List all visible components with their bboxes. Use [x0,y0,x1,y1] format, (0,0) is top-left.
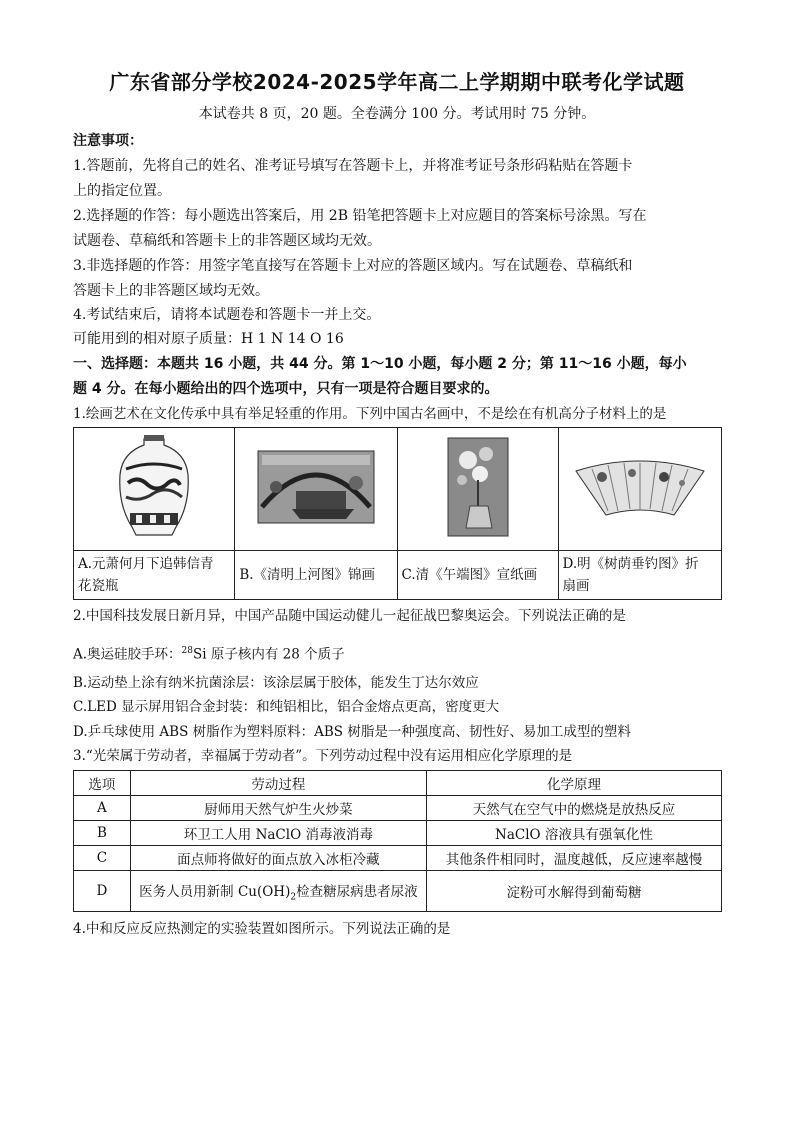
question-3-stem: 3.“光荣属于劳动者，幸福属于劳动者”。下列劳动过程中没有运用相应化学原理的是 [73,748,573,764]
header-option: 选项 [74,771,131,796]
question-1-stem: 1.绘画艺术在文化传承中具有举足轻重的作用。下列中国古名画中，不是绘在有机高分子材料上的是 [73,406,667,422]
vase-image [114,433,194,541]
exam-info: 本试卷共 8 页，20 题。全卷满分 100 分。考试用时 75 分钟。 [198,106,596,122]
question-3-table [73,770,722,912]
row-d-process: 医务人员用新制 $Cu(OH)_2$检查糖尿病患者尿液 [130,871,426,912]
question-4-stem: 4.中和反应反应热测定的实验装置如图所示。下列说法正确的是 [73,921,451,937]
scroll-painting-image [256,447,376,527]
table-row: A 厨师用天然气炉生火炒菜 天然气在空气中的燃烧是放热反应 [74,796,722,821]
question-2-stem: 2.中国科技发展日新月异，中国产品随中国运动健儿一起征战巴黎奥运会。下列说法正确的是 [73,608,626,624]
notes-line: 上的指定位置。 [73,183,171,199]
folding-fan-image [572,455,708,519]
picture-cell-a [74,428,235,551]
notes-line: 1.答题前，先将自己的姓名、准考证号填写在答题卡上，并将准考证号条形码粘贴在答题卡 [73,158,633,174]
picture-cell-c [397,428,558,551]
section-heading: 一、选择题：本题共 16 小题，共 44 分。第 1～10 小题，每小题 2 分；第 11～16 小题，每小 [73,356,687,372]
section-heading-cont: 题 4 分。在每小题给出的四个选项中，只有一项是符合题目要求的。 [73,381,499,397]
option-a-caption: A.元萧何月下追韩信青 花瓷瓶 [74,551,235,600]
table-row: D 医务人员用新制 $Cu(OH)_2$检查糖尿病患者尿液 淀粉可水解得到葡萄糖 [74,871,722,912]
question-1-table [73,427,722,600]
notes-line: 4.考试结束后，请将本试题卷和答题卡一并上交。 [73,307,381,323]
question-2-option-d: D.乒乓球使用 ABS 树脂作为塑料原料：ABS 树脂是一种强度高、韧性好、易加工成型的塑料 [73,724,631,740]
question-2-option-b: B.运动垫上涂有纳米抗菌涂层：该涂层属于胶体，能发生丁达尔效应 [73,675,479,691]
page-title: 广东省部分学校2024-2025学年高二上学期期中联考化学试题 [109,70,685,94]
table-row: B 环卫工人用 NaClO 消毒液消毒 NaClO 溶液具有强氧化性 [74,821,722,846]
table-row: C 面点师将做好的面点放入冰柜冷藏 其他条件相同时，温度越低，反应速率越慢 [74,846,722,871]
flower-painting-image [446,436,510,538]
option-c-caption: C.清《午端图》宣纸画 [397,551,558,600]
notes-line: 3.非选择题的作答：用签字笔直接写在答题卡上对应的答题区域内。写在试题卷、草稿纸和 [73,258,633,274]
question-2-option-c: C.LED 显示屏用铝合金封装：和纯铝相比，铝合金熔点更高，密度更大 [73,699,500,715]
notes-line: 2.选择题的作答：每小题选出答案后，用 2B 铅笔把答题卡上对应题目的答案标号涂黑。写在 [73,208,647,224]
header-process: 劳动过程 [130,771,426,796]
header-principle: 化学原理 [426,771,721,796]
atomic-mass-line: 可能用到的相对原子质量：H 1 N 14 O 16 [73,331,344,347]
picture-cell-b [235,428,397,551]
option-d-caption: D.明《树荫垂钓图》折 扇画 [558,551,721,600]
notes-heading: 注意事项： [73,133,143,149]
question-2-option-a: A.奥运硅胶手环：$^{28}$Si 原子核内有 28 个质子 [73,646,345,663]
picture-cell-d [558,428,721,551]
notes-line: 试题卷、草稿纸和答题卡上的非答题区域均无效。 [73,233,381,249]
notes-line: 答题卡上的非答题区域均无效。 [73,283,269,299]
option-b-caption: B.《清明上河图》锦画 [235,551,397,600]
